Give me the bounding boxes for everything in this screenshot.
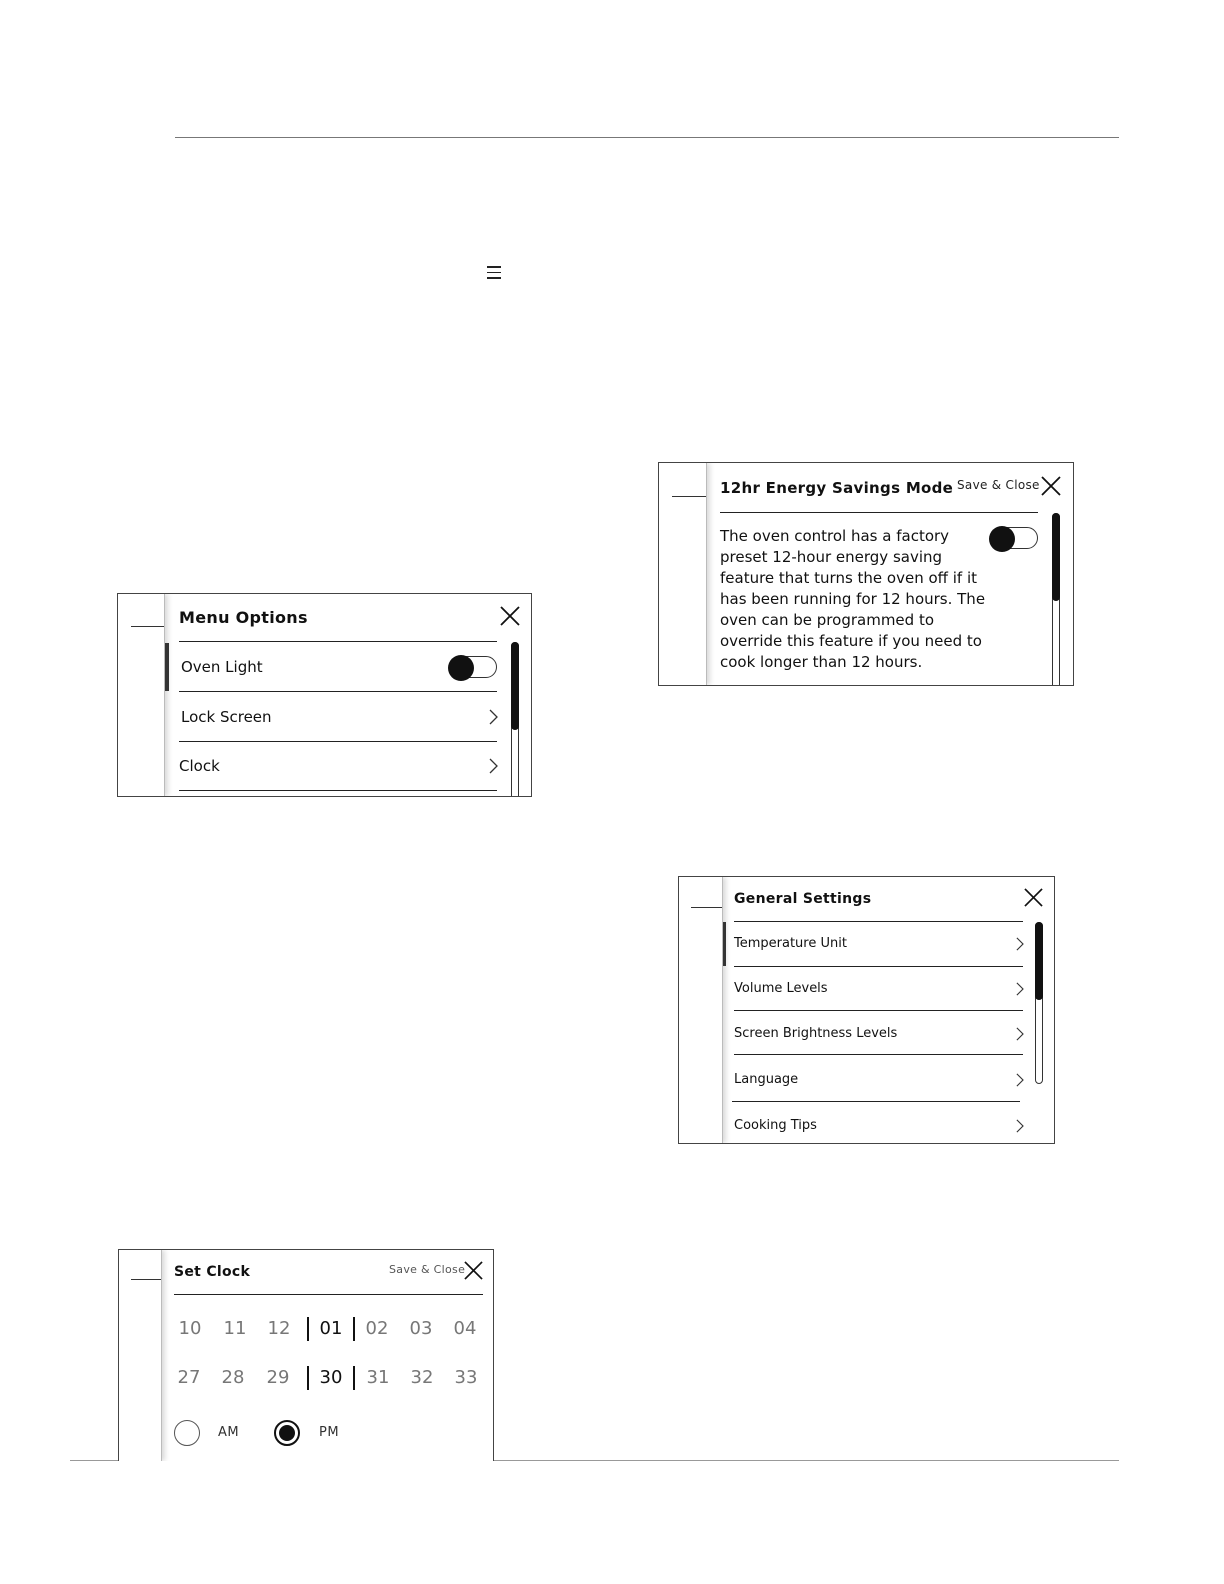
hour-option[interactable]: 11 [223, 1318, 247, 1339]
row-label: Temperature Unit [734, 936, 847, 951]
row-label: Language [734, 1072, 799, 1087]
chevron-right-icon [1015, 1119, 1024, 1133]
hour-option[interactable]: 04 [453, 1318, 477, 1339]
panel-title: 12hr Energy Savings Mode [720, 479, 954, 497]
chevron-right-icon [1015, 1073, 1024, 1087]
scrollbar-thumb[interactable] [511, 642, 519, 730]
side-rail [119, 1250, 162, 1461]
close-icon[interactable] [464, 1261, 483, 1280]
minute-option[interactable]: 28 [221, 1367, 245, 1388]
selected-row-indicator [723, 922, 726, 966]
scrollbar-thumb[interactable] [1052, 513, 1060, 601]
chevron-right-icon [1015, 1027, 1024, 1041]
am-label: AM [218, 1425, 240, 1440]
side-rail [118, 594, 165, 796]
hour-option[interactable]: 02 [365, 1318, 389, 1339]
row-label: Lock Screen [181, 708, 272, 726]
header-rule [175, 137, 1119, 138]
chevron-right-icon [1015, 982, 1024, 996]
energy-savings-panel [658, 462, 1074, 686]
row-label: Screen Brightness Levels [734, 1026, 898, 1041]
panel-title: Menu Options [179, 608, 308, 627]
chevron-right-icon [488, 709, 498, 725]
hour-option-selected[interactable]: 01 [319, 1318, 343, 1339]
hour-option[interactable]: 10 [178, 1318, 202, 1339]
energy-mode-description: The oven control has a factory preset 12-hour energy saving feature that turns the oven off if it has been running for 12 hours. The oven can be programmed to override this feature if you need to cook longer than 12 hours. [720, 527, 986, 671]
minute-option-selected[interactable]: 30 [319, 1367, 343, 1388]
panel-title: General Settings [734, 891, 872, 907]
save-close-button[interactable]: Save & Close [389, 1263, 466, 1276]
row-label: Cooking Tips [734, 1118, 817, 1133]
row-label: Oven Light [181, 658, 263, 676]
minute-option[interactable]: 32 [410, 1367, 434, 1388]
set-clock-panel [118, 1249, 494, 1461]
scrollbar-thumb[interactable] [1035, 922, 1043, 1000]
am-radio[interactable] [174, 1420, 200, 1446]
menu-icon [487, 266, 501, 279]
selection-bracket [307, 1366, 309, 1390]
selected-row-indicator [165, 643, 169, 691]
energy-mode-toggle[interactable] [990, 527, 1038, 549]
oven-light-toggle[interactable] [449, 656, 497, 678]
chevron-right-icon [1015, 937, 1024, 951]
panel-title: Set Clock [174, 1264, 251, 1280]
close-icon[interactable] [1024, 888, 1043, 907]
chevron-right-icon [488, 758, 498, 774]
selection-bracket [353, 1317, 355, 1341]
selection-bracket [353, 1366, 355, 1390]
menu-options-panel [117, 593, 532, 797]
general-settings-panel [678, 876, 1055, 1144]
row-label: Volume Levels [734, 981, 828, 996]
hour-option[interactable]: 03 [409, 1318, 433, 1339]
minute-option[interactable]: 33 [454, 1367, 478, 1388]
minute-option[interactable]: 29 [266, 1367, 290, 1388]
hour-option[interactable]: 12 [267, 1318, 291, 1339]
selection-bracket [307, 1317, 309, 1341]
save-close-button[interactable]: Save & Close [957, 478, 1040, 492]
side-rail [659, 463, 707, 685]
pm-radio[interactable] [274, 1420, 300, 1446]
row-label: Clock [179, 757, 220, 775]
close-icon[interactable] [1041, 476, 1061, 496]
minute-option[interactable]: 27 [177, 1367, 201, 1388]
side-rail [679, 877, 723, 1143]
close-icon[interactable] [500, 606, 520, 626]
minute-option[interactable]: 31 [366, 1367, 390, 1388]
pm-label: PM [319, 1425, 340, 1440]
